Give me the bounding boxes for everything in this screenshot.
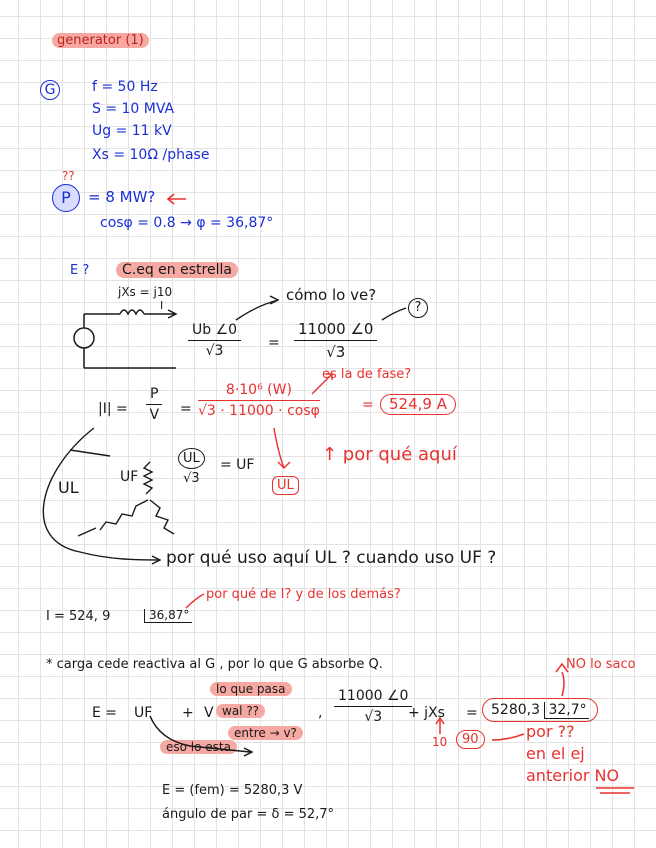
i-line-marks — [186, 594, 204, 608]
current-angle: 36,87° — [144, 609, 192, 623]
por-red-2: en el ej — [526, 744, 585, 763]
uf-equals: = UF — [220, 457, 255, 473]
e-result — [482, 698, 598, 722]
uf-term: UF — [134, 705, 153, 721]
reactance-value: Xs = 10Ω /phase — [92, 147, 210, 163]
question-marks: ?? — [62, 169, 75, 183]
arrow-v-text: → v? — [269, 726, 297, 740]
current-denominator: √3 · 11000 · cosφ — [198, 403, 320, 419]
highlight-entre — [228, 726, 303, 740]
page-title: generator (1) — [52, 33, 149, 48]
fem-value: E = (fem) = 5280,3 V — [162, 783, 303, 798]
voltage-fraction — [294, 320, 377, 361]
ul-boxed: UL — [272, 476, 299, 495]
ul-numerator: UL — [178, 448, 205, 469]
ul-denominator: √3 — [183, 471, 200, 486]
torque-angle: ángulo de par = δ = 52,7° — [162, 807, 335, 822]
e-result-angle: 32,7° — [544, 702, 588, 719]
ul-label: UL — [58, 478, 79, 497]
por-red-3: anterior NO — [526, 766, 620, 785]
why-ul-question: por qué uso aquí UL ? cuando uso UF ? — [166, 548, 497, 568]
reactive-note: * carga cede reactiva al G , por lo que G absorbe Q. — [46, 657, 383, 672]
v-term: V — [204, 705, 214, 721]
highlight-lo-que-pasa: lo que pasa — [210, 682, 292, 696]
ub-numerator: Ub ∠0 — [188, 322, 241, 341]
power-value: = 8 MW? — [88, 188, 156, 206]
equals-sign-4: = — [466, 705, 478, 721]
ten-label: 10 — [432, 735, 448, 749]
equals-sign-2: = — [180, 401, 192, 417]
por-red-1: por ?? — [526, 722, 575, 741]
por-que-aqui-note: ↑ por qué aquí — [322, 444, 457, 465]
current-fraction — [198, 382, 320, 419]
voltage-numerator: 11000 ∠0 — [294, 320, 377, 341]
current-phasor: I = 524, 9 — [46, 609, 111, 624]
highlight-wal: wal ?? — [216, 704, 265, 718]
jxs-label: jXs = j10 — [118, 285, 173, 299]
highlight-eso: eso lo esta — [160, 740, 237, 754]
ninety-label: 90 — [456, 730, 485, 749]
equals-sign-3: = — [362, 397, 374, 413]
p-numerator: P — [146, 386, 162, 405]
circled-question: ? — [408, 298, 428, 318]
power-symbol: P — [52, 184, 80, 212]
apparent-power-value: S = 10 MVA — [92, 101, 175, 117]
entre-text: entre — [234, 726, 266, 740]
es-la-de-fase-note: es la de fase? — [322, 367, 412, 382]
voltage-value: Ug = 11 kV — [92, 123, 172, 139]
e-equals: E = — [92, 705, 118, 721]
jxs-current-label: I — [160, 299, 164, 312]
load-denominator: √3 — [364, 709, 383, 725]
equivalent-circuit — [74, 310, 176, 368]
why-i-question: por qué de I? y de los demás? — [206, 587, 401, 602]
v-denominator: V — [149, 407, 160, 423]
voltage-denominator: √3 — [326, 343, 346, 361]
ub-fraction — [188, 322, 241, 359]
abs-current-label: |I| = — [98, 401, 128, 417]
e-question: E ? — [70, 263, 90, 278]
cos-phi-value: cosφ = 0.8 → φ = 36,87° — [100, 215, 274, 231]
como-lo-ve-note: cómo lo ve? — [286, 286, 377, 304]
plus-sign: + — [182, 705, 194, 721]
equals-sign: = — [268, 335, 280, 351]
frequency-value: f = 50 Hz — [92, 79, 158, 95]
comma: , — [318, 705, 323, 721]
plus-jxs: + jXs — [408, 705, 445, 721]
ul-fraction — [178, 448, 205, 486]
current-result: 524,9 A — [380, 394, 456, 415]
load-fraction — [334, 688, 412, 725]
section-heading: C.eq en estrella — [116, 262, 238, 278]
e-result-mag: 5280,3 — [491, 702, 540, 718]
current-numerator: 8·10⁶ (W) — [198, 382, 320, 401]
p-arrow — [168, 194, 186, 204]
generator-symbol: G — [40, 80, 60, 100]
load-numerator: 11000 ∠0 — [334, 688, 412, 707]
p-over-v-fraction — [146, 386, 162, 423]
uf-label: UF — [120, 469, 139, 485]
ub-denominator: √3 — [205, 343, 224, 359]
no-lo-saco-note: NO lo saco — [566, 657, 636, 672]
